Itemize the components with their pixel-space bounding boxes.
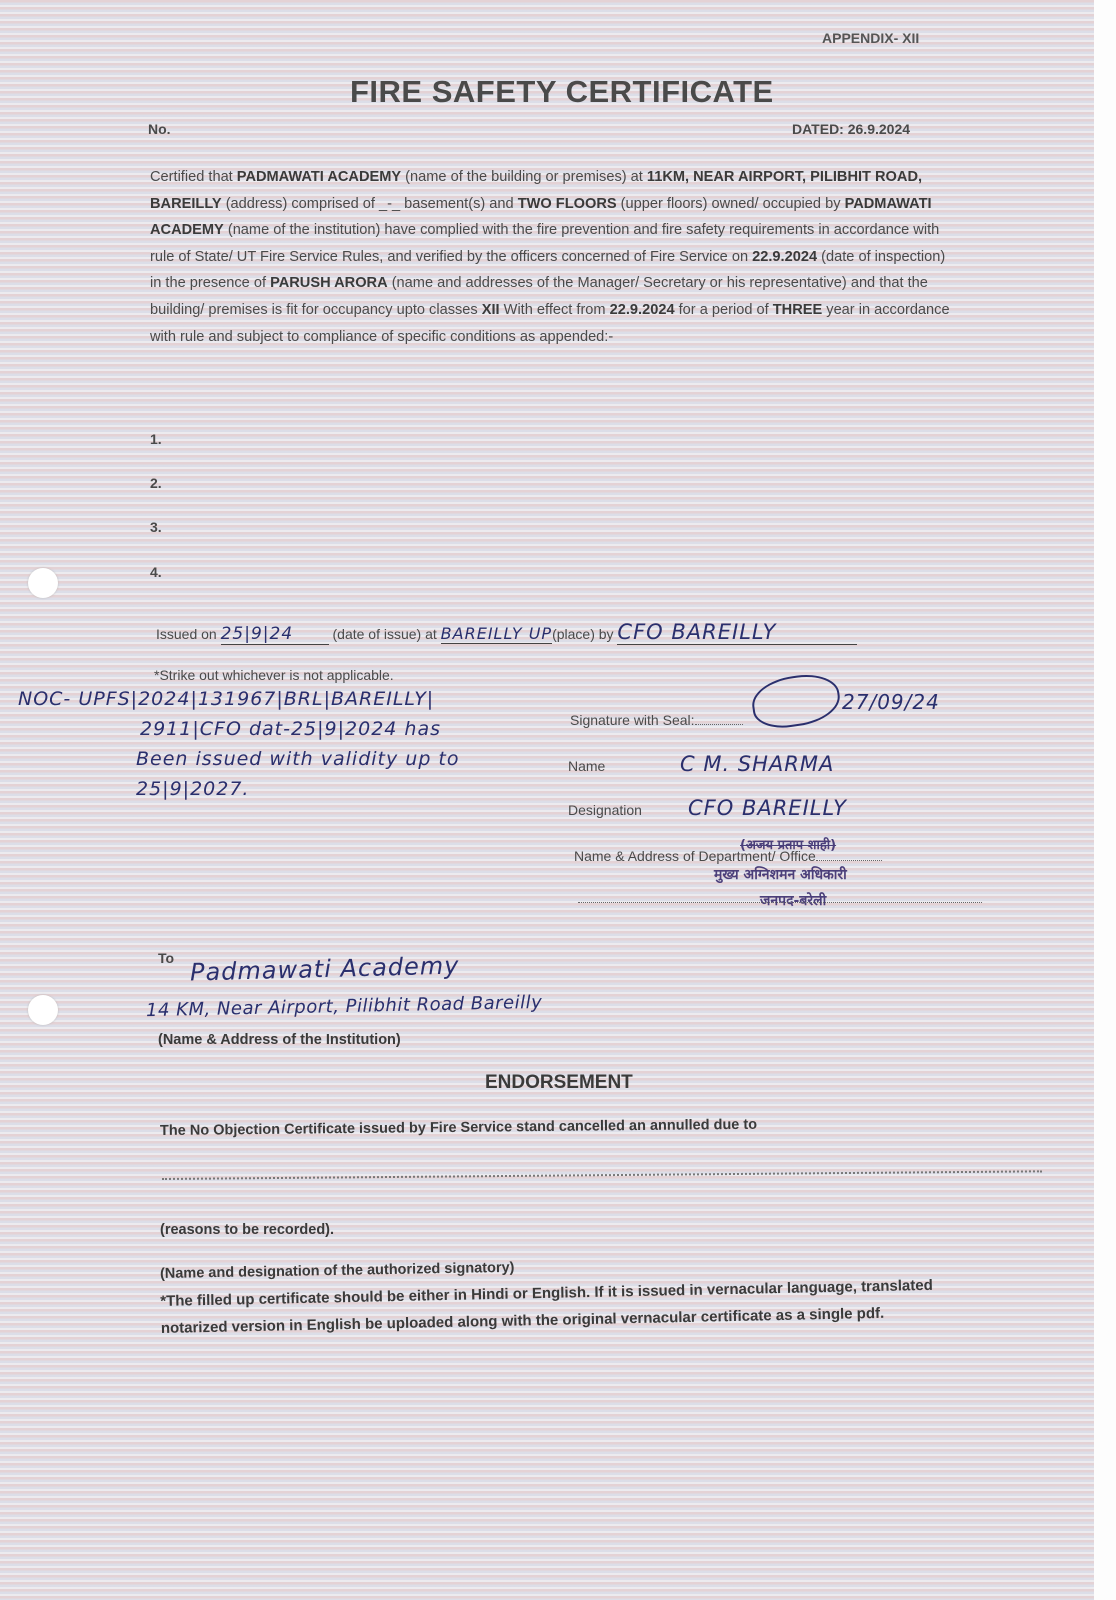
- body-text: Certified that: [150, 169, 237, 185]
- certificate-body: [150, 164, 956, 350]
- body-text: (date of inspection) in the presence of: [150, 248, 946, 292]
- institution-label: (Name & Address of the Institution): [158, 1032, 401, 1048]
- inspection-date: 22.9.2024: [752, 248, 818, 265]
- signature-date-handwritten: 27/09/24: [842, 690, 940, 714]
- issued-by-label: (place) by: [552, 626, 618, 642]
- condition-item: 1.: [150, 431, 162, 447]
- endorsement-heading: ENDORSEMENT: [485, 1072, 633, 1093]
- signature-dots: [695, 724, 743, 725]
- recipient-address-handwritten: 14 KM, Near Airport, Pilibhit Road Bareilly: [145, 991, 543, 1022]
- body-text: for a period of: [674, 301, 773, 318]
- stamp-district: जनपद-बरेली: [760, 893, 827, 909]
- body-text: (upper floors) owned/ occupied by: [616, 195, 845, 212]
- floors: TWO FLOORS: [517, 195, 617, 212]
- validity-period: THREE: [772, 301, 823, 318]
- reasons-label: (reasons to be recorded).: [160, 1222, 335, 1238]
- condition-item: 3.: [150, 519, 162, 535]
- stamp-name: (अजय प्रताप शाही): [740, 838, 837, 853]
- issuer-handwritten: CFO BAREILLY: [617, 620, 857, 645]
- punch-hole: [28, 995, 58, 1025]
- recipient-name-handwritten: Padmawati Academy: [189, 951, 460, 987]
- name-label: Name: [568, 758, 606, 774]
- issue-date-handwritten: 25|9|24: [221, 624, 329, 645]
- building-name: PADMAWATI ACADEMY: [236, 169, 402, 185]
- body-text: (address) comprised of _-_ basement(s) and: [221, 195, 518, 212]
- condition-item: 2.: [150, 475, 162, 491]
- signatory-label: (Name and designation of the authorized signatory): [159, 1259, 515, 1282]
- noc-note-handwritten: [18, 684, 460, 804]
- strike-note: *Strike out whichever is not applicable.: [154, 667, 394, 683]
- noc-note-line: NOC- UPFS|2024|131967|BRL|BAREILLY|: [18, 688, 435, 710]
- body-text: (name and addresses of the Manager/ Secretary or his representative) and that the building/ premises is fit for occupancy upto classes: [150, 275, 928, 318]
- body-text: With effect from: [499, 301, 610, 318]
- manager-name: PARUSH ARORA: [270, 275, 388, 292]
- signature-label-text: Signature with Seal:: [570, 712, 695, 728]
- classes: XII: [481, 301, 500, 318]
- body-text: (name of the building or premises) at: [401, 169, 647, 185]
- appendix-label: APPENDIX- XII: [822, 30, 920, 46]
- department-dotline: [578, 902, 982, 903]
- certificate-number-label: No.: [148, 121, 171, 137]
- issued-line: [156, 620, 857, 645]
- endorsement-text: The No Objection Certificate issued by Fire Service stand cancelled an annulled due to: [159, 1116, 758, 1139]
- certificate-title: FIRE SAFETY CERTIFICATE: [350, 74, 774, 109]
- body-text: (name of the institution) have complied with the fire prevention and fire safety requirements in accordance with rule of State/ UT Fire Service Rules, and verified by the officers concerned of Fire Service on: [150, 222, 940, 265]
- issued-at-label: (date of issue) at: [328, 626, 441, 642]
- noc-note-line: 25|9|2027.: [136, 778, 250, 800]
- to-label: To: [158, 950, 175, 966]
- building-address: 11KM, NEAR AIRPORT, PILIBHIT ROAD, BAREILLY: [150, 169, 923, 212]
- punch-hole: [28, 568, 58, 598]
- issued-on-label: Issued on: [156, 626, 221, 642]
- page-edge: [1094, 0, 1116, 1600]
- designation-label: Designation: [568, 802, 642, 818]
- body-text: year in accordance with rule and subject to compliance of specific conditions as appended:-: [150, 301, 950, 345]
- noc-note-line: Been issued with validity up to: [136, 748, 460, 770]
- stamp-designation: मुख्य अग्निशमन अधिकारी: [714, 867, 847, 883]
- effect-date: 22.9.2024: [609, 301, 675, 318]
- footnote: *The filled up certificate should be either in Hindi or English. If it is issued in vernacular language, translated notarized version in English be uploaded along with the original vernacular certificate as a single pdf.: [160, 1276, 933, 1337]
- noc-note-line: 2911|CFO dat-25|9|2024 has: [140, 718, 441, 740]
- officer-name-handwritten: C M. SHARMA: [680, 752, 835, 776]
- certificate-date: DATED: 26.9.2024: [792, 121, 911, 137]
- department-label-text: Name & Address of Department/ Office: [574, 848, 816, 864]
- designation-handwritten: CFO BAREILLY: [688, 796, 847, 820]
- institution-name: PADMAWATI ACADEMY: [150, 195, 932, 239]
- condition-item: 4.: [150, 564, 162, 580]
- issue-place-handwritten: BAREILLY UP: [440, 624, 553, 643]
- department-dots: [816, 860, 882, 861]
